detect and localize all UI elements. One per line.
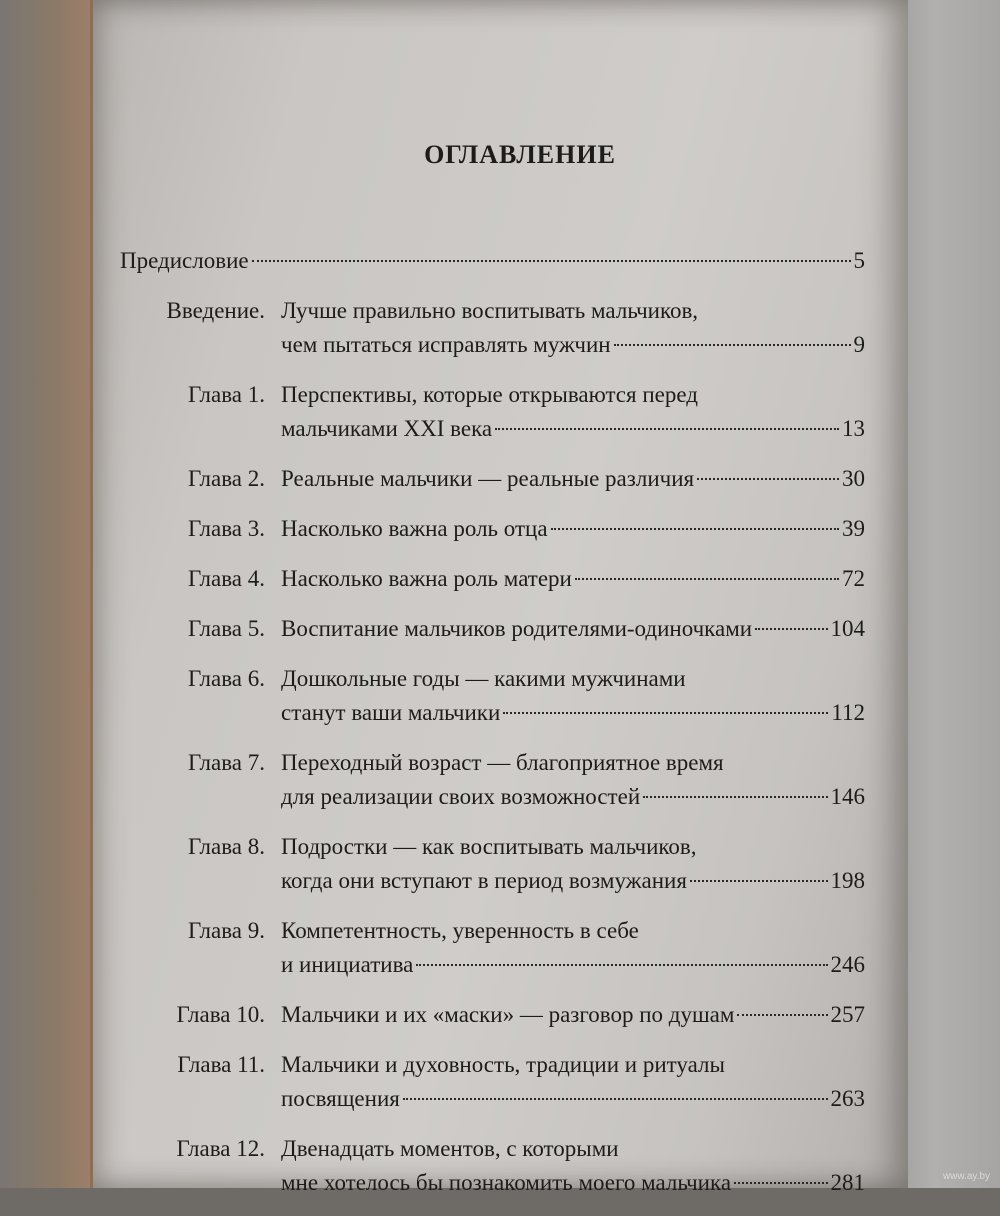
page-number: 30 bbox=[842, 466, 865, 491]
toc-entry-title bbox=[281, 1048, 865, 1116]
toc-entry-line-text: посвящения bbox=[281, 1086, 400, 1111]
table-of-contents bbox=[120, 244, 865, 1216]
toc-entry-line: Мальчики и духовность, традиции и ритуалы bbox=[281, 1052, 725, 1077]
toc-entry-line bbox=[281, 998, 865, 1032]
page-number: 146 bbox=[830, 784, 865, 809]
toc-entry bbox=[120, 830, 865, 898]
dot-leader bbox=[575, 578, 839, 580]
dot-leader bbox=[697, 478, 839, 480]
toc-entry-title bbox=[281, 462, 865, 496]
toc-entry-line bbox=[281, 462, 865, 496]
toc-entry bbox=[120, 462, 865, 496]
toc-entry bbox=[120, 612, 865, 646]
toc-entry-label: Глава 10. bbox=[176, 1002, 265, 1027]
toc-entry-line-text: Мальчики и их «маски» — разговор по душам bbox=[281, 1002, 735, 1027]
page-number: 257 bbox=[830, 1002, 865, 1027]
toc-entry-title bbox=[281, 914, 865, 982]
toc-entry-line-text: Насколько важна роль отца bbox=[281, 516, 548, 541]
toc-entry-title bbox=[281, 1132, 865, 1200]
page-number: 281 bbox=[830, 1170, 865, 1195]
page-number: 72 bbox=[842, 566, 865, 591]
toc-entry-line bbox=[281, 1082, 865, 1116]
dot-leader bbox=[403, 1098, 828, 1100]
watermark: www.ay.by bbox=[942, 1171, 990, 1182]
toc-entry bbox=[120, 662, 865, 730]
toc-entry-line bbox=[281, 780, 865, 814]
toc-entry-label: Глава 11. bbox=[177, 1052, 265, 1077]
toc-entry bbox=[120, 512, 865, 546]
page-number: 13 bbox=[842, 416, 865, 441]
toc-entry-title bbox=[281, 612, 865, 646]
toc-entry-line: Лучше правильно воспитывать мальчиков, bbox=[281, 298, 699, 323]
toc-entry-line bbox=[281, 864, 865, 898]
toc-entry-line-text: для реализации своих возможностей bbox=[281, 784, 641, 809]
page-number: 246 bbox=[830, 952, 865, 977]
book-cover-edge bbox=[0, 0, 96, 1188]
toc-entry-label: Глава 4. bbox=[187, 566, 265, 591]
toc-entry-title bbox=[281, 998, 865, 1032]
toc-entry-label: Глава 1. bbox=[187, 382, 265, 407]
dot-leader bbox=[755, 628, 827, 630]
toc-entry-label: Глава 12. bbox=[176, 1136, 265, 1161]
toc-entry-line-text: чем пытаться исправлять мужчин bbox=[281, 332, 611, 357]
toc-entry bbox=[120, 746, 865, 814]
toc-entry-line: Двенадцать моментов, с которыми bbox=[281, 1136, 619, 1161]
toc-entry-line bbox=[281, 696, 865, 730]
toc-entry-title bbox=[281, 378, 865, 446]
toc-entry-line-text: мне хотелось бы познакомить моего мальчика bbox=[281, 1170, 732, 1195]
toc-entry-line bbox=[281, 948, 865, 982]
toc-entry-label: Глава 7. bbox=[187, 750, 265, 775]
toc-entry-title bbox=[120, 244, 865, 278]
toc-entry bbox=[120, 998, 865, 1032]
toc-entry-line-text: когда они вступают в период возмужания bbox=[281, 868, 687, 893]
dot-leader bbox=[416, 964, 827, 966]
toc-entry-label: Глава 2. bbox=[187, 466, 265, 491]
dot-leader bbox=[734, 1182, 827, 1184]
toc-entry-line bbox=[281, 562, 865, 596]
toc-entry-line-text: Насколько важна роль матери bbox=[281, 566, 572, 591]
toc-entry bbox=[120, 914, 865, 982]
page-title: ОГЛАВЛЕНИЕ bbox=[424, 140, 616, 169]
toc-entry-line bbox=[281, 612, 865, 646]
toc-entry-line-text: и инициатива bbox=[281, 952, 414, 977]
toc-entry bbox=[120, 244, 865, 278]
toc-entry-title bbox=[281, 294, 865, 362]
toc-entry-line: Переходный возраст — благоприятное время bbox=[281, 750, 724, 775]
toc-entry-label: Глава 3. bbox=[187, 516, 265, 541]
toc-entry-line: Перспективы, которые открываются перед bbox=[281, 382, 698, 407]
toc-entry-line-text: станут ваши мальчики bbox=[281, 700, 501, 725]
page-number: 9 bbox=[853, 332, 865, 357]
toc-entry-line bbox=[281, 1166, 865, 1200]
toc-entry-line-text: мальчиками XXI века bbox=[281, 416, 493, 441]
toc-entry-title bbox=[281, 746, 865, 814]
toc-entry-label: Глава 5. bbox=[187, 616, 265, 641]
toc-entry-line bbox=[281, 328, 865, 362]
page-number: 112 bbox=[831, 700, 865, 725]
toc-entry bbox=[120, 1132, 865, 1200]
page-number: 5 bbox=[853, 248, 865, 273]
toc-entry-line bbox=[281, 412, 865, 446]
toc-entry-line: Подростки — как воспитывать мальчиков, bbox=[281, 834, 697, 859]
toc-entry-line: Компетентность, уверенность в себе bbox=[281, 918, 639, 943]
toc-entry-label: Глава 8. bbox=[187, 834, 265, 859]
page-number: 39 bbox=[842, 516, 865, 541]
dot-leader bbox=[614, 344, 851, 346]
page-number: 198 bbox=[830, 868, 865, 893]
dot-leader bbox=[643, 796, 827, 798]
toc-entry-label: Глава 6. bbox=[187, 666, 265, 691]
dot-leader bbox=[690, 880, 828, 882]
toc-entry-title bbox=[281, 830, 865, 898]
page-number: 104 bbox=[830, 616, 865, 641]
toc-entry bbox=[120, 562, 865, 596]
dot-leader bbox=[495, 428, 839, 430]
dot-leader bbox=[551, 528, 839, 530]
toc-entry bbox=[120, 294, 865, 362]
toc-entry-line-text: Реальные мальчики — реальные различия bbox=[281, 466, 695, 491]
toc-entry-title bbox=[281, 562, 865, 596]
toc-entry bbox=[120, 378, 865, 446]
dot-leader bbox=[252, 260, 851, 262]
toc-entry bbox=[120, 1048, 865, 1116]
dot-leader bbox=[737, 1014, 827, 1016]
toc-entry-line: Дошкольные годы — какими мужчинами bbox=[281, 666, 686, 691]
toc-entry-label: Введение. bbox=[166, 298, 265, 323]
dot-leader bbox=[503, 712, 828, 714]
toc-entry-line bbox=[120, 244, 865, 278]
toc-entry-line-text: Предисловие bbox=[120, 248, 249, 273]
toc-entry-line bbox=[281, 512, 865, 546]
toc-entry-title bbox=[281, 662, 865, 730]
toc-entry-title bbox=[281, 512, 865, 546]
page-number: 263 bbox=[830, 1086, 865, 1111]
toc-entry-line-text: Воспитание мальчиков родителями-одиночками bbox=[281, 616, 753, 641]
toc-entry-label: Глава 9. bbox=[187, 918, 265, 943]
